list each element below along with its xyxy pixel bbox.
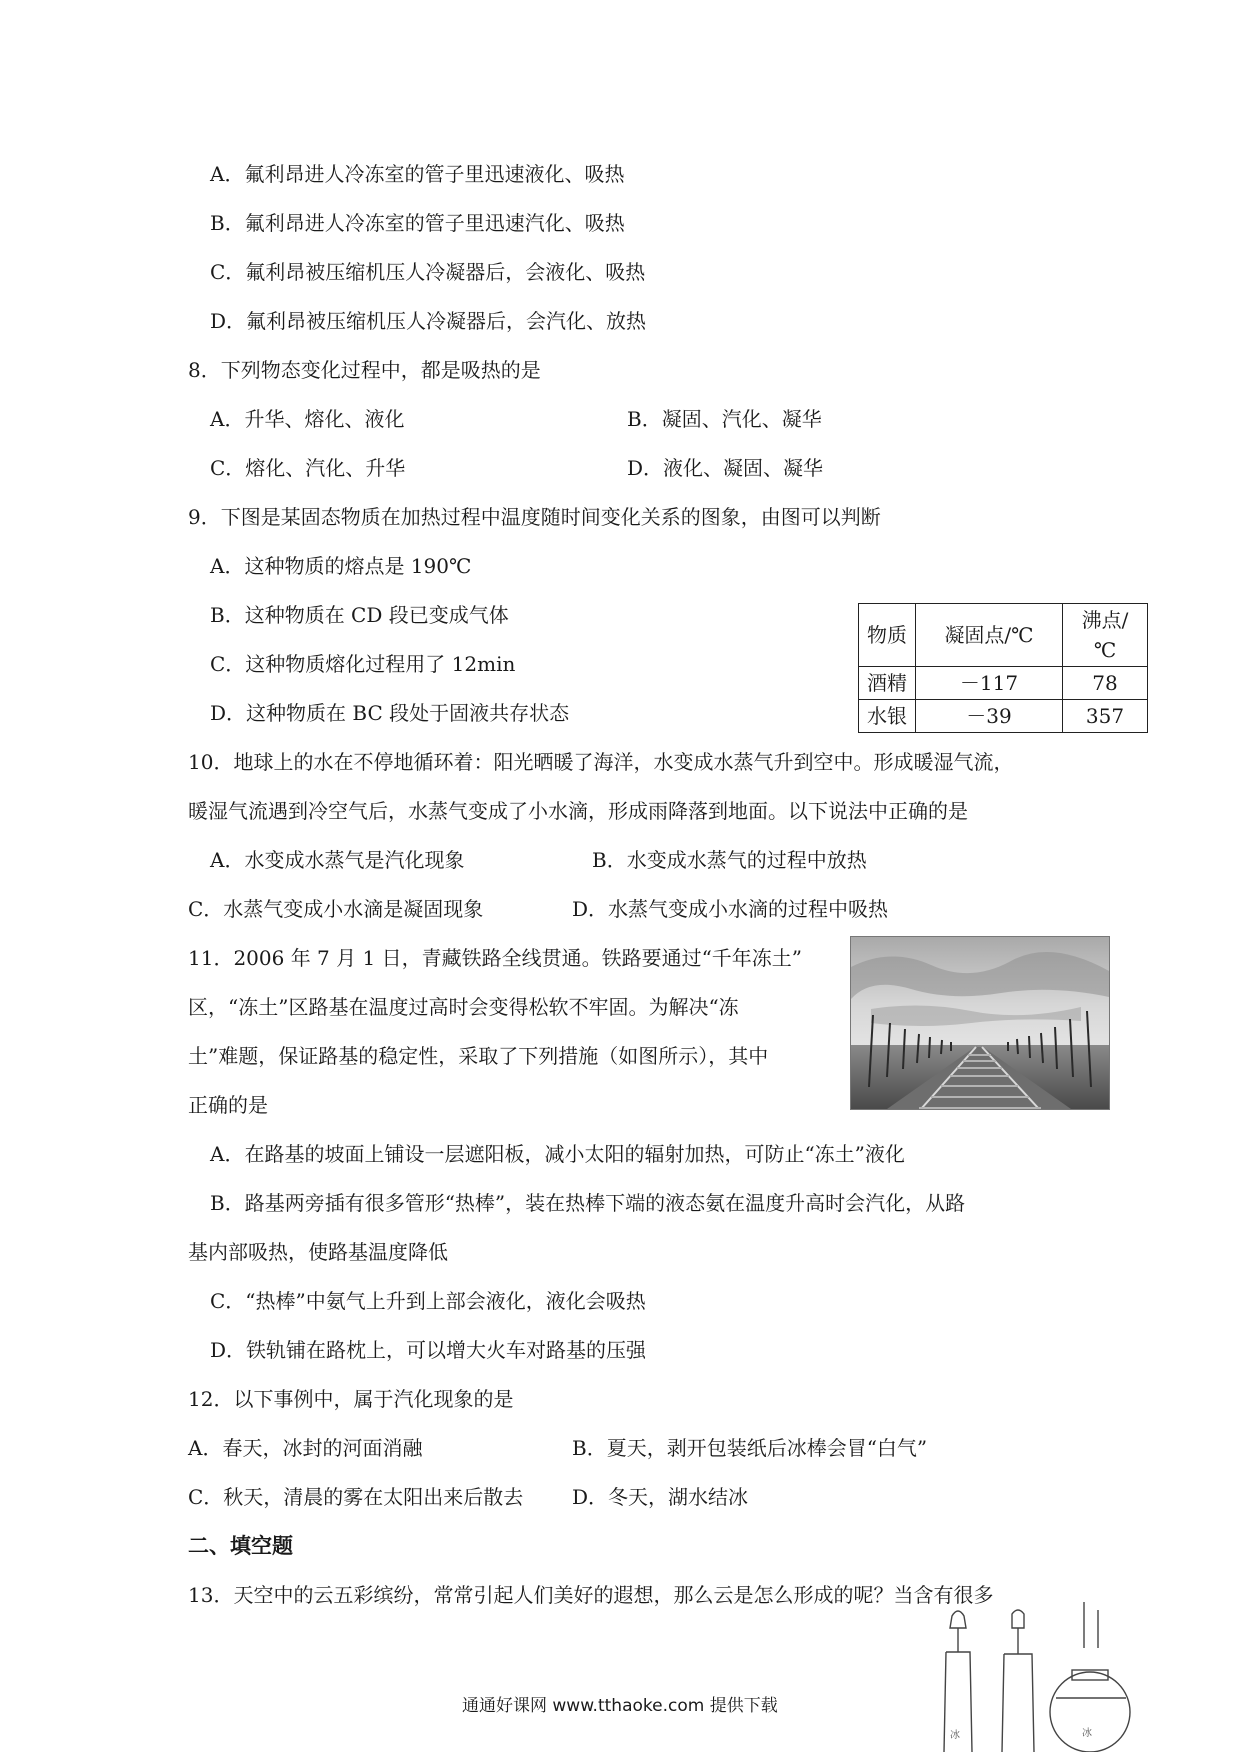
q11-stem-line2: 区，“冻土”区路基在温度过高时会变得松软不牢固。为解决“冻	[188, 995, 739, 1019]
page-footer: 通通好课网 www.tthaoke.com 提供下载	[462, 1696, 778, 1716]
q12-stem: 12．以下事例中，属于汽化现象的是	[188, 1387, 514, 1411]
q11-stem-line3: 土”难题，保证路基的稳定性，采取了下列措施（如图所示），其中	[188, 1044, 769, 1068]
svg-text:冰: 冰	[950, 1730, 960, 1741]
q7-option-a: A．氟利昂进人冷冻室的管子里迅速液化、吸热	[210, 162, 625, 186]
q7-option-d: D．氟利昂被压缩机压人冷凝器后，会汽化、放热	[210, 309, 647, 333]
table-header-cell: 凝固点/℃	[916, 604, 1063, 667]
q7-option-c: C．氟利昂被压缩机压人冷凝器后，会液化、吸热	[210, 260, 646, 284]
q13-stem: 13．天空中的云五彩缤纷，常常引起人们美好的遐想，那么云是怎么形成的呢？当含有很多	[188, 1583, 994, 1607]
table-row	[859, 667, 1148, 700]
q11-stem-line4: 正确的是	[188, 1093, 268, 1117]
q9-option-b: B．这种物质在 CD 段已变成气体	[210, 603, 509, 627]
section-heading: 二、填空题	[188, 1534, 293, 1558]
q10-option-d: D．水蒸气变成小水滴的过程中吸热	[572, 897, 889, 921]
q10-option-c: C．水蒸气变成小水滴是凝固现象	[188, 897, 484, 921]
q11-stem-line1: 11．2006 年 7 月 1 日，青藏铁路全线贯通。铁路要通过“千年冻土”	[188, 946, 803, 970]
q11-option-a: A．在路基的坡面上铺设一层遮阳板，减小太阳的辐射加热，可防止“冻土”液化	[210, 1142, 905, 1166]
table-cell: 水银	[859, 700, 916, 733]
q9-option-d: D．这种物质在 BC 段处于固液共存状态	[210, 701, 570, 725]
lab-apparatus-figure	[938, 1600, 1150, 1752]
q12-option-d: D．冬天，湖水结冰	[572, 1485, 749, 1509]
q11-option-b-line1: B．路基两旁插有很多管形“热棒”，装在热棒下端的液态氨在温度升高时会汽化，从路	[210, 1191, 966, 1215]
q8-option-c: C．熔化、汽化、升华	[210, 456, 406, 480]
q11-option-b-line2: 基内部吸热，使路基温度降低	[188, 1240, 448, 1264]
q11-option-c: C．“热棒”中氨气上升到上部会液化，液化会吸热	[210, 1289, 646, 1313]
table-header-row	[859, 604, 1148, 667]
q10-stem-line1: 10．地球上的水在不停地循环着：阳光晒暖了海洋，水变成水蒸气升到空中。形成暖湿气流，	[188, 750, 1014, 774]
table-cell: －39	[916, 700, 1063, 733]
table-header-cell: 物质	[859, 604, 916, 667]
q12-option-a: A．春天，冰封的河面消融	[188, 1436, 423, 1460]
q9-stem: 9．下图是某固态物质在加热过程中温度随时间变化关系的图象，由图可以判断	[188, 505, 881, 529]
q11-option-d: D．铁轨铺在路枕上，可以增大火车对路基的压强	[210, 1338, 647, 1362]
table-header-cell: 沸点/℃	[1063, 604, 1148, 667]
q10-option-b: B．水变成水蒸气的过程中放热	[592, 848, 867, 872]
table-row	[859, 700, 1148, 733]
q9-option-a: A．这种物质的熔点是 190℃	[210, 554, 472, 578]
q8-option-d: D．液化、凝固、凝华	[627, 456, 824, 480]
q8-stem: 8．下列物态变化过程中，都是吸热的是	[188, 358, 541, 382]
q8-option-b: B．凝固、汽化、凝华	[627, 407, 822, 431]
table-cell: 78	[1063, 667, 1148, 700]
railway-image	[851, 937, 1109, 1109]
q12-option-c: C．秋天，清晨的雾在太阳出来后散去	[188, 1485, 524, 1509]
table-cell: －117	[916, 667, 1063, 700]
railway-photo	[850, 936, 1110, 1110]
substance-table	[858, 603, 1148, 733]
table-cell: 357	[1063, 700, 1148, 733]
q7-option-b: B．氟利昂进人冷冻室的管子里迅速汽化、吸热	[210, 211, 625, 235]
q10-stem-line2: 暖湿气流遇到冷空气后，水蒸气变成了小水滴，形成雨降落到地面。以下说法中正确的是	[188, 799, 968, 823]
table-cell: 酒精	[859, 667, 916, 700]
q12-option-b: B．夏天，剥开包装纸后冰棒会冒“白气”	[572, 1436, 928, 1460]
svg-text:冰: 冰	[1082, 1728, 1092, 1739]
q10-option-a: A．水变成水蒸气是汽化现象	[210, 848, 465, 872]
q8-option-a: A．升华、熔化、液化	[210, 407, 405, 431]
q9-option-c: C．这种物质熔化过程用了 12min	[210, 652, 516, 676]
